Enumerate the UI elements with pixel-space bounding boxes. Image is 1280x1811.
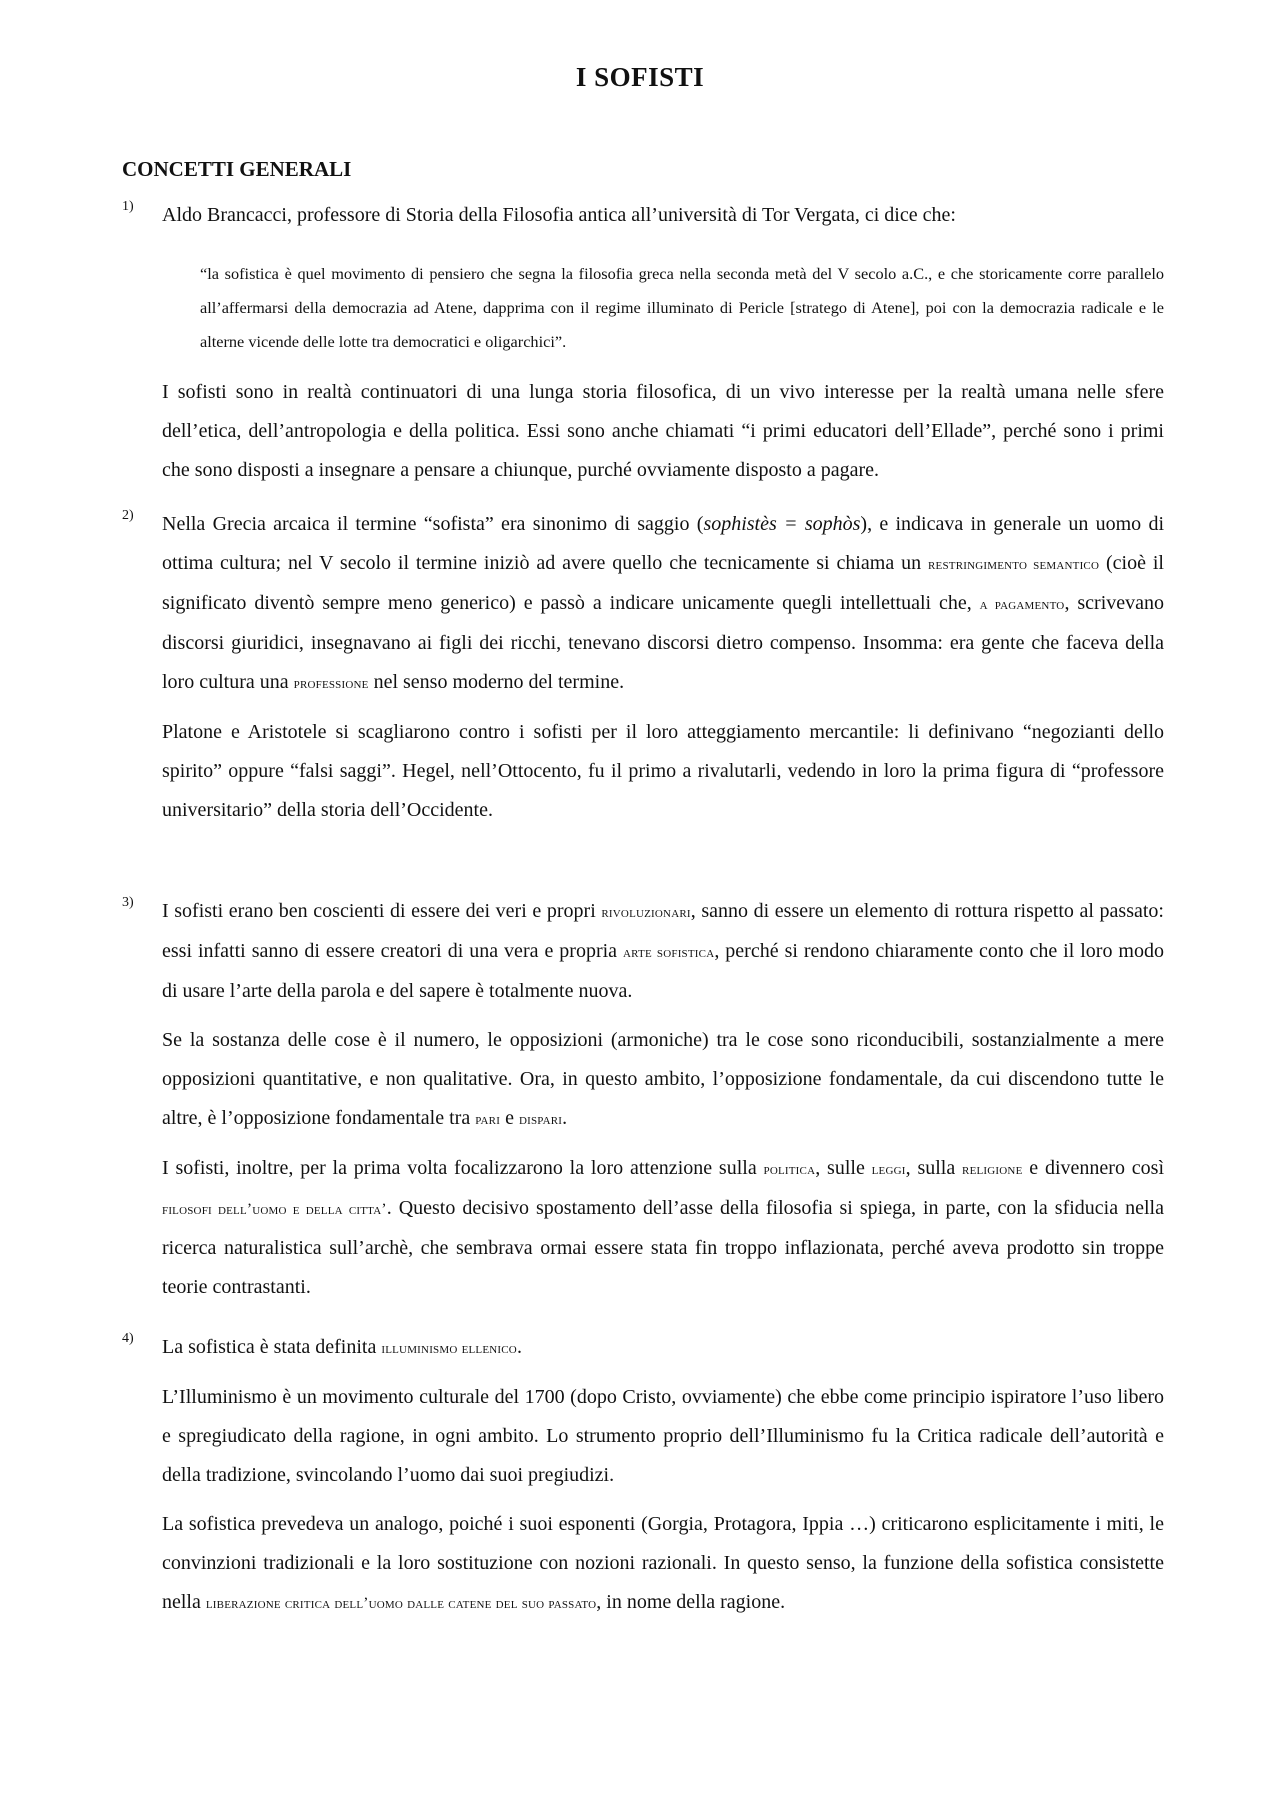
text-run: . Questo decisivo spostamento dell’asse della filosofia si spiega, in parte, con la sfiducia nella ricerca naturalistica sull’archè, che sembrava ormai essere stata fin troppo inflazionata, perché aveva prodotto sin troppe teorie contrastanti. [162,1197,1164,1298]
small-caps-term: religione [962,1161,1023,1178]
small-caps-term: filosofi dell’uomo e della citta’ [162,1201,387,1218]
item-body [162,373,1164,490]
text-run: , sulla [905,1157,963,1179]
small-caps-term: arte sofistica [623,944,715,961]
paragraph [162,892,1164,1011]
page-title: I SOFISTI [575,62,705,92]
text-run: La sofistica è stata definita [162,1336,382,1358]
small-caps-term: politica [763,1161,816,1178]
item-body [162,892,1164,1307]
item-body [162,196,1164,235]
item-body [162,1328,1164,1623]
item-body [162,505,1164,830]
small-caps-term: a pagamento [979,596,1065,613]
paragraph: Aldo Brancacci, professore di Storia della Filosofia antica all’università di Tor Vergata, ci dice che: [162,204,956,226]
paragraph [162,1328,1164,1368]
emphasis: sophistès = sophòs [703,513,861,535]
list-item-3 [122,892,1164,1317]
text-run: , perché si rendono chiaramente conto che il loro modo di usare l’arte della parola e del sapere è totalmente nuova. [162,940,1164,1002]
item-number: 3) [122,895,134,910]
text-run: La sofistica prevedeva un analogo, poiché i suoi esponenti (Gorgia, Protagora, Ippia …) criticarono esplicitamente i miti, le convinzioni tradizionali e la loro sostituzione con nozioni razionali. In questo senso, la funzione della sofistica consistette nella [162,1513,1164,1613]
item-number: 4) [122,1331,134,1346]
text-run: , sanno di essere un elemento di rottura rispetto al passato: essi infatti sanno di essere creatori di una vera e propria [162,900,1164,962]
small-caps-term: restringimento semantico [928,556,1100,573]
text-run: , scrivevano discorsi giuridici, insegnavano ai figli dei ricchi, tenevano discorsi dietro compenso. Insomma: era gente che faceva della loro cultura una [162,592,1165,693]
text-run: ), e indicava in generale un uomo di ottima cultura; nel V secolo il termine iniziò ad avere quello che tecnicamente si chiama un [162,513,1165,574]
paragraph [162,1505,1164,1623]
text-run: , sulle [815,1157,872,1179]
text-run: Se la sostanza delle cose è il numero, le opposizioni (armoniche) tra le cose sono riconducibili, sostanzialmente a mere opposizioni quantitative, e non qualitative. Ora, in questo ambito, l’opposizione fondamentale, da cui discendono tutte le altre, è l’opposizione fondamentale tra [162,1029,1164,1129]
paragraph: Platone e Aristotele si scagliarono contro i sofisti per il loro atteggiamento mercantile: li definivano “negozianti dello spirito” oppure “falsi saggi”. Hegel, nell’Ottocento, fu il primo a rivalutarli, vedendo in loro la prima figura di “professore universitario” della storia dell’Occidente. [162,721,1164,821]
text-run: nel senso moderno del termine. [368,671,625,693]
item-number: 2) [122,508,134,523]
item-number: 1) [122,199,134,214]
paragraph: I sofisti sono in realtà continuatori di una lunga storia filosofica, di un vivo interesse per la realtà umana nelle sfere dell’etica, dell’antropologia e della politica. Essi sono anche chiamati “i primi educatori dell’Ellade”, perché sono i primi che sono disposti a insegnare a pensare a chiunque, purché ovviamente disposto a pagare. [162,381,1164,481]
paragraph [162,1149,1164,1307]
list-item-2 [122,505,1164,840]
text-run: I sofisti erano ben coscienti di essere dei veri e propri [162,900,602,922]
small-caps-term: illuminismo ellenico [381,1340,517,1357]
text-run: . [562,1107,568,1129]
small-caps-term: dispari [518,1111,563,1128]
text-run: (cioè il significato diventò sempre meno generico) e passò a indicare unicamente quegli intellettuali che, [162,552,1164,614]
list-item-4 [122,1328,1164,1633]
text-run: , in nome della ragione. [596,1591,786,1613]
paragraph: L’Illuminismo è un movimento culturale del 1700 (dopo Cristo, ovviamente) che ebbe come principio ispiratore l’uso libero e spregiudicato della ragione, in ogni ambito. Lo strumento proprio dell’Illuminismo fu la Critica radicale dell’autorità e della tradizione, svincolando l’uomo dai suoi pregiudizi. [162,1386,1164,1486]
paragraph [162,505,1164,703]
text-run: Nella Grecia arcaica il termine “sofista” era sinonimo di saggio ( [162,513,704,535]
text-run: e [500,1107,519,1129]
text-run: . [516,1336,522,1358]
small-caps-term: professione [293,675,369,692]
small-caps-term: liberazione critica dell’uomo dalle catene del suo passato [205,1595,597,1612]
text-run: e divennero così [1022,1157,1164,1179]
block-quote: “la sofistica è quel movimento di pensiero che segna la filosofia greca nella seconda metà del V secolo a.C., e che storicamente corre parallelo all’affermarsi della democrazia ad Atene, dapprima con il regime illuminato di Pericle [stratego di Atene], poi con la democrazia radicale e le alterne vicende delle lotte tra democratici e oligarchici”. [200,264,1164,351]
section-heading: CONCETTI GENERALI [122,157,352,181]
list-item-1 [122,196,1164,500]
small-caps-term: pari [475,1111,501,1128]
text-run: I sofisti, inoltre, per la prima volta focalizzarono la loro attenzione sulla [162,1157,764,1179]
small-caps-term: rivoluzionari [601,904,691,921]
paragraph [162,1021,1164,1139]
small-caps-term: leggi [871,1161,906,1178]
